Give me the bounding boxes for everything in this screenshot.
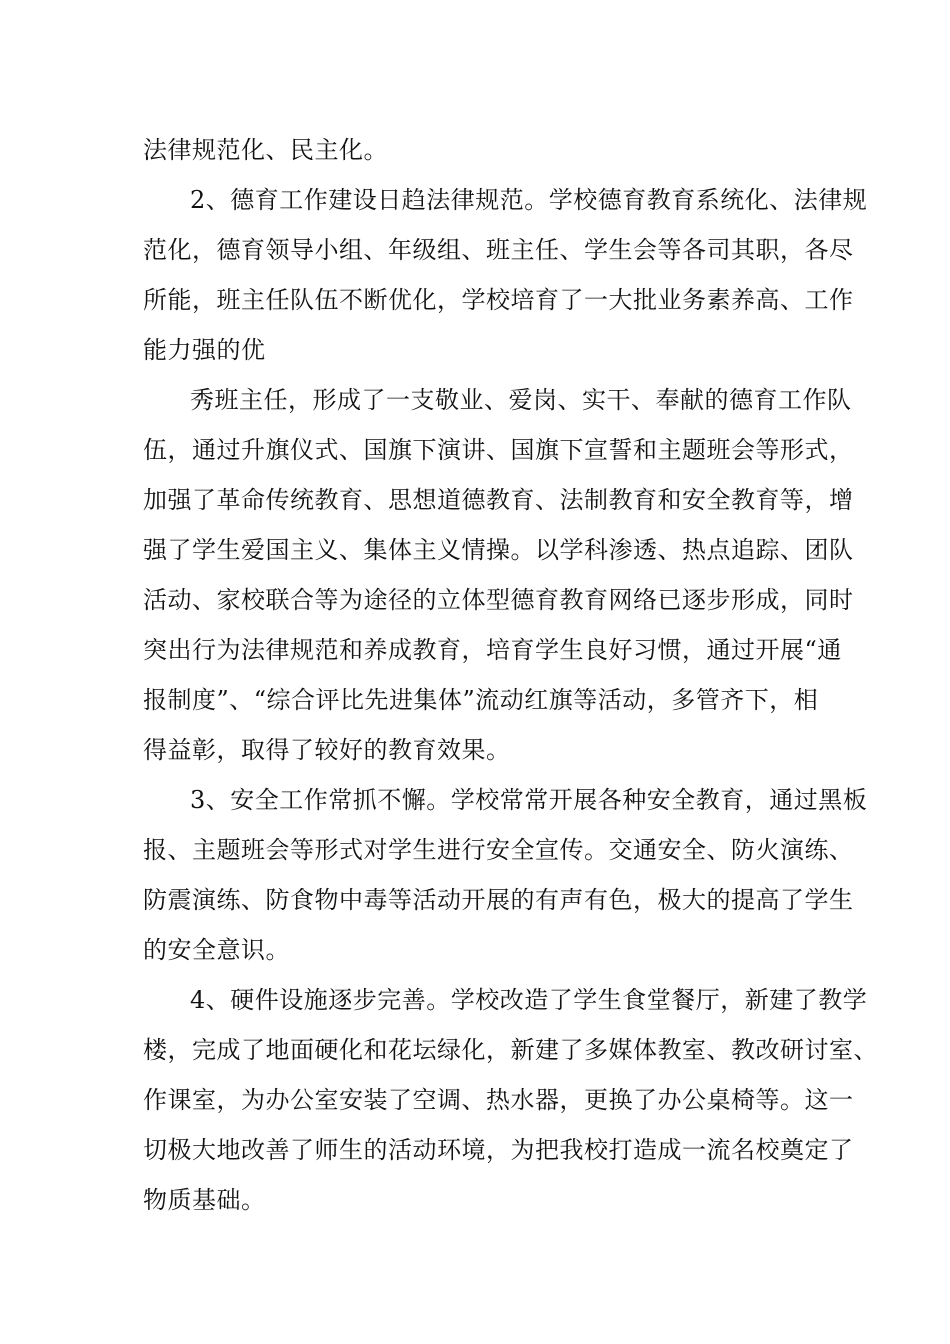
text-line: 范化，德育领导小组、年级组、班主任、学生会等各司其职，各尽 [143, 236, 854, 264]
text-line: 秀班主任，形成了一支敬业、爱岗、实干、奉献的德育工作队 [190, 386, 852, 414]
text-line: 活动、家校联合等为途径的立体型德育教育网络已逐步形成，同时 [143, 586, 854, 614]
text-line: 切极大地改善了师生的活动环境，为把我校打造成一流名校奠定了 [143, 1136, 854, 1164]
text-line: 报、主题班会等形式对学生进行安全宣传。交通安全、防火演练、 [143, 836, 854, 864]
text-line: 作课室，为办公室安装了空调、热水器，更换了办公桌椅等。这一 [143, 1086, 854, 1114]
text-line: 法律规范化、民主化。 [143, 136, 388, 164]
text-line: 报制度”、“综合评比先进集体”流动红旗等活动，多管齐下，相 [143, 686, 819, 714]
text-line: 楼，完成了地面硬化和花坛绿化，新建了多媒体教室、教改研讨室、 [143, 1036, 878, 1064]
text-line: 得益彰，取得了较好的教育效果。 [143, 736, 511, 764]
text-line: 防震演练、防食物中毒等活动开展的有声有色，极大的提高了学生 [143, 886, 854, 914]
text-line: 加强了革命传统教育、思想道德教育、法制教育和安全教育等，增 [143, 486, 854, 514]
text-line: 3、安全工作常抓不懈。学校常常开展各种安全教育，通过黑板 [190, 786, 868, 814]
text-line: 物质基础。 [143, 1186, 266, 1214]
text-line: 4、硬件设施逐步完善。学校改造了学生食堂餐厅，新建了教学 [190, 986, 868, 1014]
text-line: 突出行为法律规范和养成教育，培育学生良好习惯，通过开展“通 [143, 636, 842, 664]
text-line: 2、德育工作建设日趋法律规范。学校德育教育系统化、法律规 [190, 186, 868, 214]
text-line: 伍，通过升旗仪式、国旗下演讲、国旗下宣誓和主题班会等形式， [143, 436, 854, 464]
text-line: 的安全意识。 [143, 936, 290, 964]
text-line: 强了学生爱国主义、集体主义情操。以学科渗透、热点追踪、团队 [143, 536, 854, 564]
text-line: 所能，班主任队伍不断优化，学校培育了一大批业务素养高、工作 [143, 286, 854, 314]
text-line: 能力强的优 [143, 336, 266, 364]
